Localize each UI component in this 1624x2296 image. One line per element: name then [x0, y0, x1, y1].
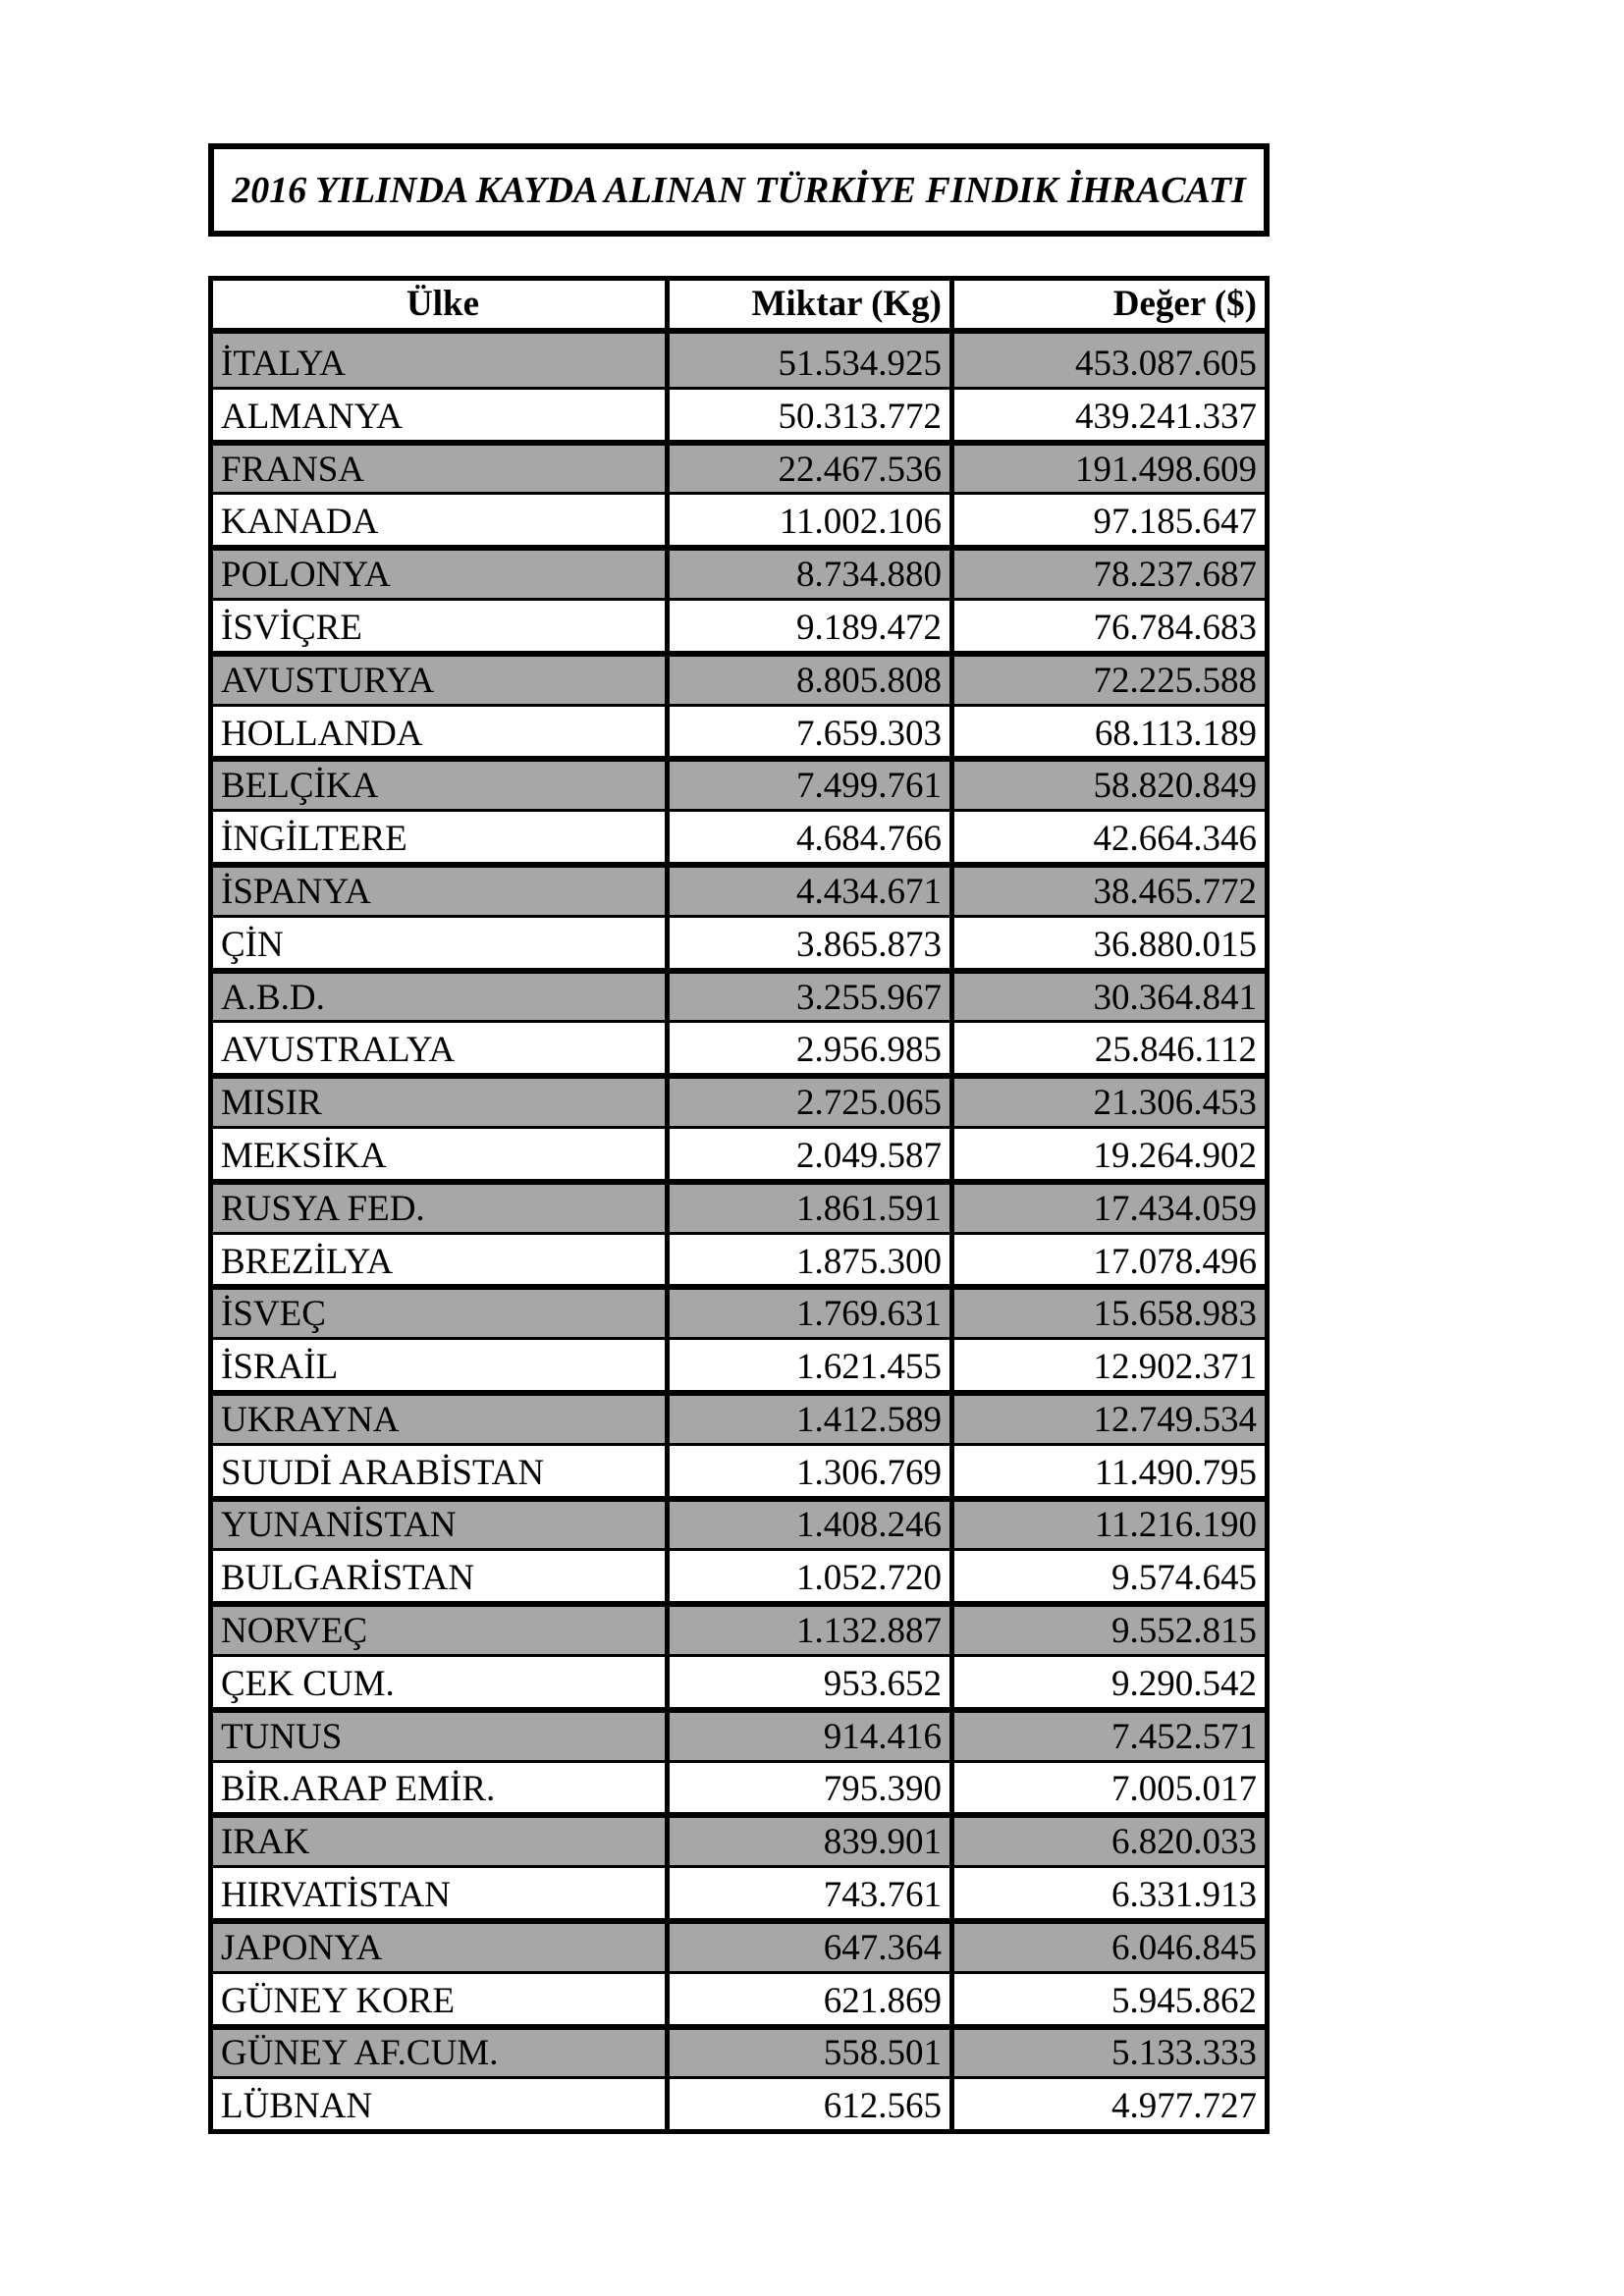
- table-row: [213, 1126, 1265, 1179]
- amount-cell: 2.956.985: [665, 1023, 949, 1073]
- value-cell: 17.434.059: [949, 1185, 1265, 1232]
- value-cell: 78.237.687: [949, 551, 1265, 598]
- amount-cell: 7.659.303: [665, 707, 949, 757]
- country-cell: LÜBNAN: [221, 2086, 373, 2127]
- amount-cell: 1.306.769: [665, 1446, 949, 1496]
- amount-cell: 9.189.472: [665, 601, 949, 651]
- value-cell: 9.290.542: [949, 1657, 1265, 1707]
- value-cell: 7.452.571: [949, 1713, 1265, 1760]
- value-cell: 5.945.862: [949, 1974, 1265, 2024]
- table-row: [213, 1760, 1265, 1813]
- value-cell: 58.820.849: [949, 762, 1265, 809]
- value-cell: 4.977.727: [949, 2079, 1265, 2129]
- header-amount: Miktar (Kg): [665, 281, 949, 328]
- table-row: [213, 756, 1265, 809]
- country-cell: AVUSTRALYA: [221, 1030, 456, 1071]
- amount-cell: 1.132.887: [665, 1607, 949, 1654]
- table-row: [213, 1443, 1265, 1496]
- value-cell: 42.664.346: [949, 812, 1265, 862]
- table-row: [213, 704, 1265, 757]
- value-cell: 30.364.841: [949, 974, 1265, 1021]
- amount-cell: 1.769.631: [665, 1290, 949, 1337]
- country-cell: FRANSA: [221, 449, 364, 490]
- country-cell: BELÇİKA: [221, 766, 379, 807]
- country-cell: HOLLANDA: [221, 713, 423, 754]
- table-row: [213, 1284, 1265, 1337]
- value-cell: 9.552.815: [949, 1607, 1265, 1654]
- amount-cell: 795.390: [665, 1763, 949, 1813]
- value-cell: 15.658.983: [949, 1290, 1265, 1337]
- table-row: [213, 1232, 1265, 1285]
- amount-cell: 621.869: [665, 1974, 949, 2024]
- table-row: [213, 440, 1265, 493]
- table-row: [213, 1918, 1265, 1971]
- country-cell: ALMANYA: [221, 396, 403, 437]
- document-title: 2016 YILINDA KAYDA ALINAN TÜRKİYE FINDIK İHRACATI: [232, 169, 1246, 211]
- amount-cell: 2.725.065: [665, 1079, 949, 1126]
- amount-cell: 2.049.587: [665, 1129, 949, 1179]
- value-cell: 19.264.902: [949, 1129, 1265, 1179]
- value-cell: 76.784.683: [949, 601, 1265, 651]
- amount-cell: 558.501: [665, 2030, 949, 2077]
- value-cell: 36.880.015: [949, 918, 1265, 968]
- export-table: [208, 276, 1270, 2134]
- country-cell: YUNANİSTAN: [221, 1505, 457, 1546]
- value-cell: 453.087.605: [949, 334, 1265, 387]
- value-cell: 25.846.112: [949, 1023, 1265, 1073]
- amount-cell: 647.364: [665, 1924, 949, 1971]
- table-row: [213, 1020, 1265, 1073]
- amount-cell: 839.901: [665, 1818, 949, 1865]
- country-cell: İSRAİL: [221, 1347, 339, 1388]
- table-row: [213, 545, 1265, 598]
- country-cell: İSVEÇ: [221, 1294, 326, 1335]
- amount-cell: 51.534.925: [665, 334, 949, 387]
- header-country: Ülke: [406, 283, 479, 324]
- country-cell: HIRVATİSTAN: [221, 1875, 451, 1916]
- value-cell: 72.225.588: [949, 657, 1265, 704]
- header-value: Değer ($): [949, 281, 1265, 328]
- table-row: [213, 598, 1265, 651]
- amount-cell: 22.467.536: [665, 446, 949, 493]
- amount-cell: 50.313.772: [665, 390, 949, 440]
- value-cell: 11.490.795: [949, 1446, 1265, 1496]
- country-cell: ÇİN: [221, 924, 284, 965]
- country-cell: NORVEÇ: [221, 1611, 368, 1652]
- table-row: [213, 334, 1265, 387]
- value-cell: 17.078.496: [949, 1235, 1265, 1285]
- country-cell: ÇEK CUM.: [221, 1663, 395, 1704]
- country-cell: İSVİÇRE: [221, 607, 362, 648]
- amount-cell: 1.861.591: [665, 1185, 949, 1232]
- amount-cell: 1.875.300: [665, 1235, 949, 1285]
- amount-cell: 612.565: [665, 2079, 949, 2129]
- table-body: [213, 334, 1265, 2129]
- amount-cell: 8.734.880: [665, 551, 949, 598]
- table-row: [213, 1548, 1265, 1601]
- amount-cell: 7.499.761: [665, 762, 949, 809]
- value-cell: 6.331.913: [949, 1868, 1265, 1918]
- value-cell: 97.185.647: [949, 495, 1265, 545]
- table-row: [213, 809, 1265, 862]
- table-row: [213, 492, 1265, 545]
- table-row: [213, 1654, 1265, 1707]
- table-row: [213, 1073, 1265, 1126]
- country-cell: SUUDİ ARABİSTAN: [221, 1452, 545, 1493]
- amount-cell: 953.652: [665, 1657, 949, 1707]
- table-row: [213, 1179, 1265, 1232]
- value-cell: 5.133.333: [949, 2030, 1265, 2077]
- country-cell: GÜNEY KORE: [221, 1980, 456, 2021]
- amount-cell: 4.684.766: [665, 812, 949, 862]
- value-cell: 6.046.845: [949, 1924, 1265, 1971]
- country-cell: AVUSTURYA: [221, 660, 435, 701]
- country-cell: MISIR: [221, 1083, 322, 1124]
- table-row: [213, 1865, 1265, 1918]
- country-cell: KANADA: [221, 502, 379, 543]
- table-row: [213, 1812, 1265, 1865]
- amount-cell: 4.434.671: [665, 868, 949, 915]
- country-cell: TUNUS: [221, 1716, 343, 1757]
- table-row: [213, 915, 1265, 968]
- country-cell: MEKSİKA: [221, 1135, 387, 1176]
- table-row: [213, 1496, 1265, 1549]
- amount-cell: 8.805.808: [665, 657, 949, 704]
- amount-cell: 914.416: [665, 1713, 949, 1760]
- value-cell: 12.749.534: [949, 1396, 1265, 1443]
- value-cell: 191.498.609: [949, 446, 1265, 493]
- value-cell: 9.574.645: [949, 1551, 1265, 1601]
- amount-cell: 11.002.106: [665, 495, 949, 545]
- value-cell: 12.902.371: [949, 1340, 1265, 1390]
- amount-cell: 1.408.246: [665, 1502, 949, 1549]
- table-row: [213, 968, 1265, 1021]
- country-cell: POLONYA: [221, 555, 391, 596]
- country-cell: İTALYA: [221, 343, 346, 384]
- title-box: [208, 143, 1270, 237]
- country-cell: RUSYA FED.: [221, 1188, 425, 1229]
- country-cell: GÜNEY AF.CUM.: [221, 2033, 499, 2074]
- amount-cell: 743.761: [665, 1868, 949, 1918]
- country-cell: BULGARİSTAN: [221, 1558, 475, 1599]
- value-cell: 11.216.190: [949, 1502, 1265, 1549]
- table-row: [213, 2024, 1265, 2077]
- table-row: [213, 2076, 1265, 2129]
- amount-cell: 1.621.455: [665, 1340, 949, 1390]
- amount-cell: 1.052.720: [665, 1551, 949, 1601]
- table-row: [213, 651, 1265, 704]
- table-row: [213, 1707, 1265, 1760]
- country-cell: BİR.ARAP EMİR.: [221, 1769, 496, 1810]
- table-header-row: [213, 281, 1265, 334]
- country-cell: UKRAYNA: [221, 1399, 400, 1440]
- value-cell: 6.820.033: [949, 1818, 1265, 1865]
- value-cell: 7.005.017: [949, 1763, 1265, 1813]
- table-row: [213, 387, 1265, 440]
- table-row: [213, 1971, 1265, 2024]
- amount-cell: 1.412.589: [665, 1396, 949, 1443]
- table-row: [213, 1390, 1265, 1443]
- amount-cell: 3.255.967: [665, 974, 949, 1021]
- table-row: [213, 1337, 1265, 1390]
- country-cell: IRAK: [221, 1822, 310, 1863]
- table-row: [213, 1601, 1265, 1654]
- country-cell: İNGİLTERE: [221, 819, 407, 860]
- value-cell: 21.306.453: [949, 1079, 1265, 1126]
- table-row: [213, 862, 1265, 915]
- country-cell: A.B.D.: [221, 977, 325, 1018]
- country-cell: İSPANYA: [221, 871, 371, 912]
- country-cell: BREZİLYA: [221, 1241, 394, 1282]
- value-cell: 68.113.189: [949, 707, 1265, 757]
- country-cell: JAPONYA: [221, 1927, 383, 1968]
- value-cell: 439.241.337: [949, 390, 1265, 440]
- value-cell: 38.465.772: [949, 868, 1265, 915]
- amount-cell: 3.865.873: [665, 918, 949, 968]
